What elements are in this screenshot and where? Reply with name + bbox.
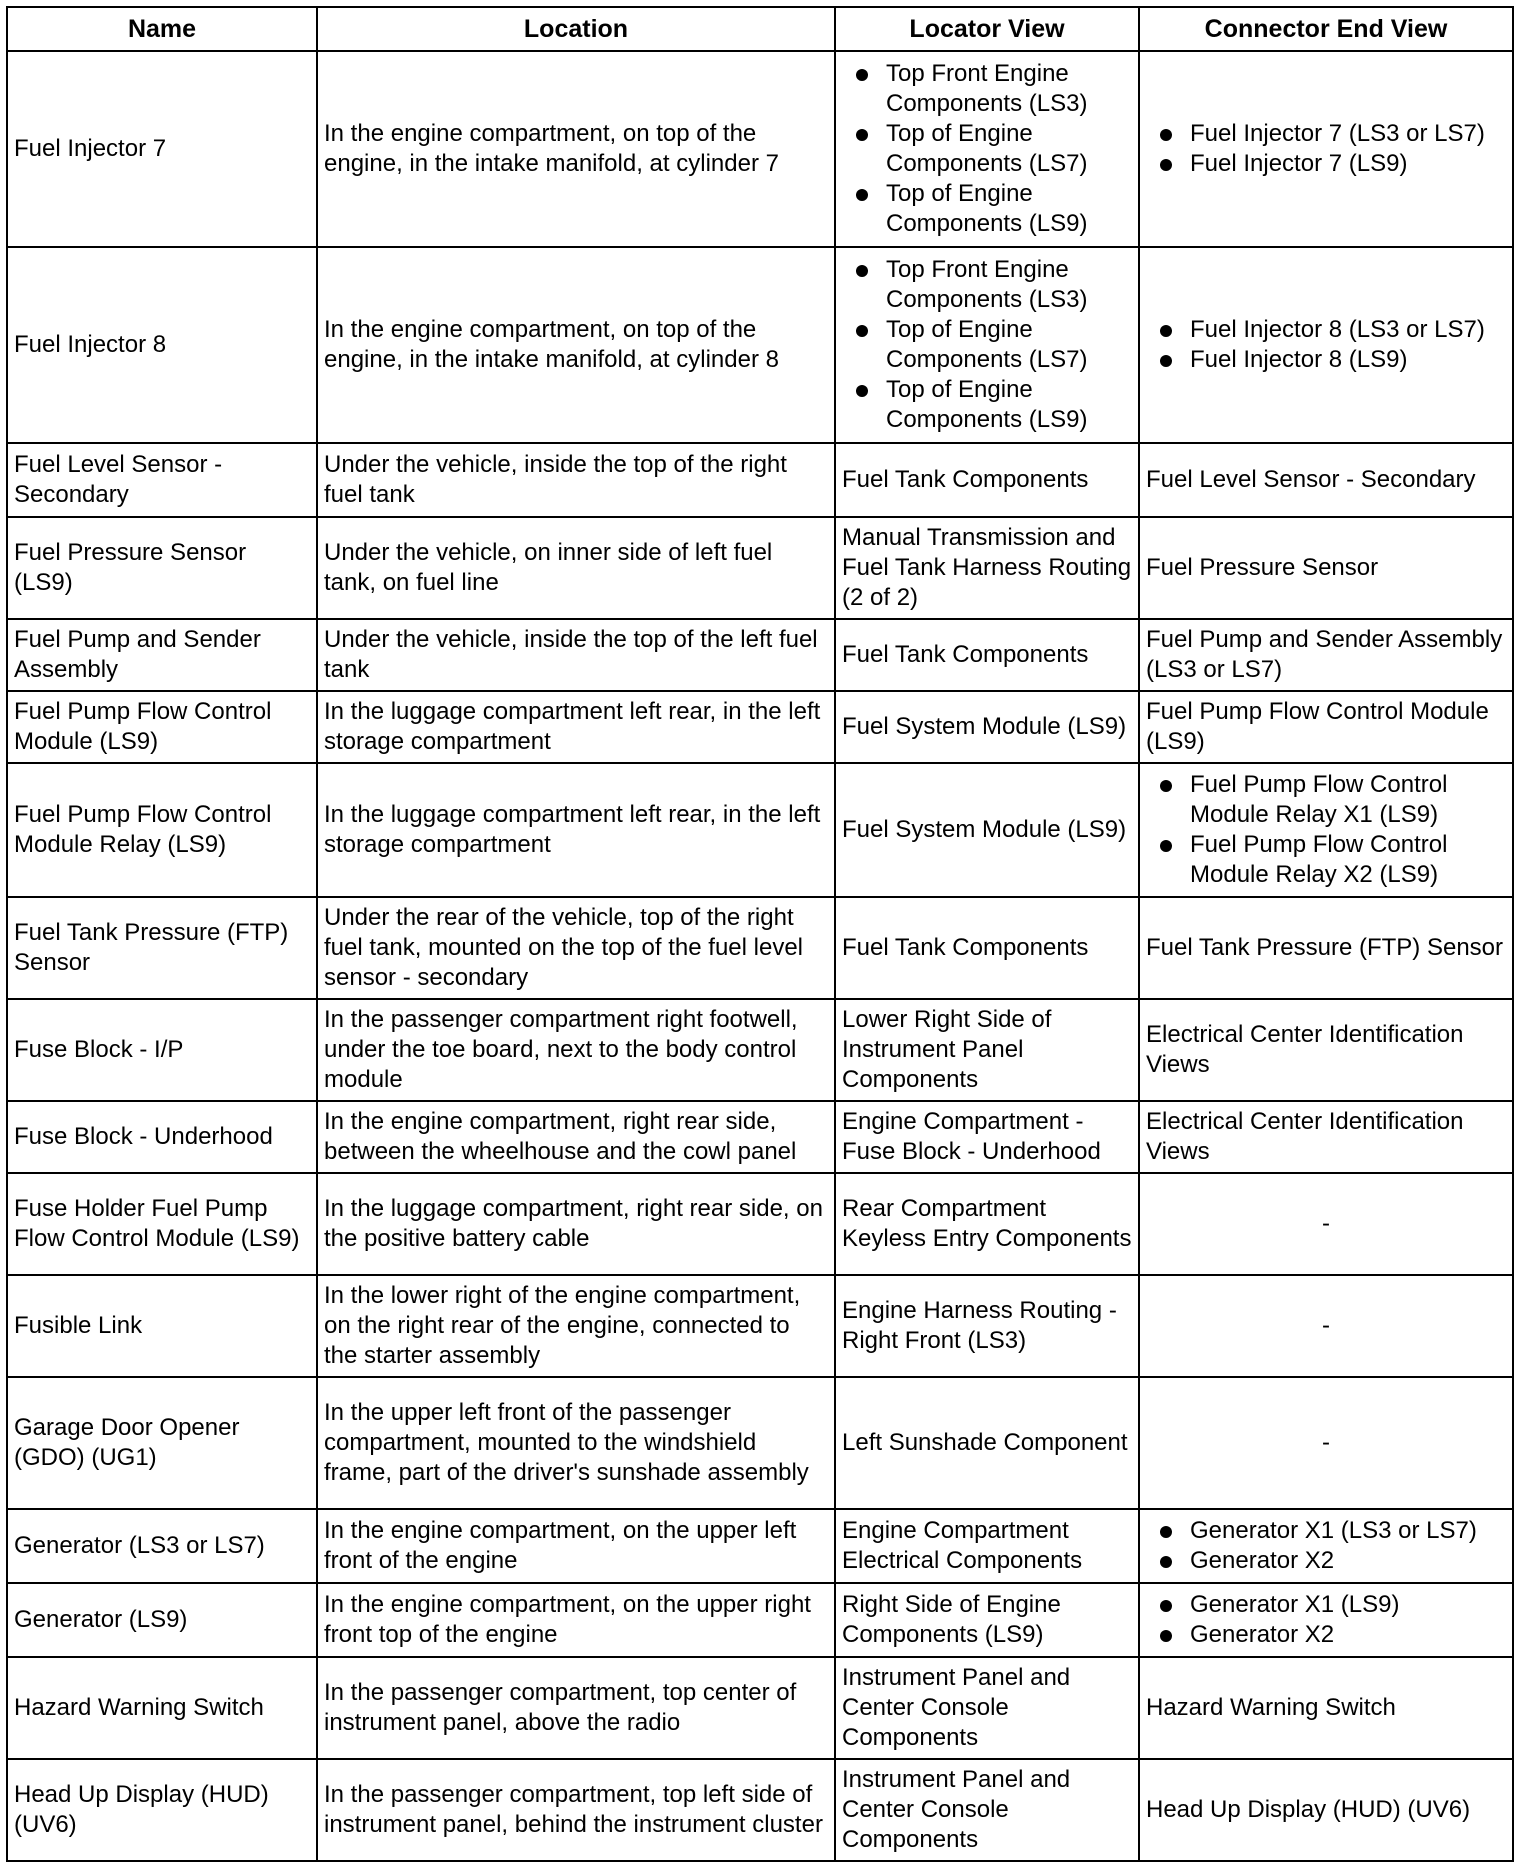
cell-name: Head Up Display (HUD) (UV6) (7, 1759, 317, 1861)
table-row (7, 1275, 1513, 1377)
list-item: Fuel Injector 8 (LS9) (1156, 345, 1506, 375)
table-row (7, 1377, 1513, 1509)
table-row (7, 1759, 1513, 1861)
cell-locator-view: Fuel Tank Components (835, 897, 1139, 999)
list-item: Generator X2 (1156, 1620, 1506, 1650)
list-item: Fuel Injector 7 (LS9) (1156, 149, 1506, 179)
component-locator-table-container (6, 6, 1512, 1862)
cell-connector-end-view: Electrical Center Identification Views (1139, 999, 1513, 1101)
cell-name: Fuse Block - I/P (7, 999, 317, 1101)
cell-locator-view: Fuel Tank Components (835, 619, 1139, 691)
bullet-list (1146, 770, 1506, 890)
cell-name: Fuel Level Sensor - Secondary (7, 443, 317, 517)
cell-location: In the engine compartment, right rear side, between the wheelhouse and the cowl panel (317, 1101, 835, 1173)
cell-name: Fuel Pump Flow Control Module Relay (LS9) (7, 763, 317, 897)
cell-locator-view: Left Sunshade Component (835, 1377, 1139, 1509)
cell-location: In the engine compartment, on the upper right front top of the engine (317, 1583, 835, 1657)
cell-location: In the lower right of the engine compartment, on the right rear of the engine, connected to the starter assembly (317, 1275, 835, 1377)
cell-name: Fuel Pressure Sensor (LS9) (7, 517, 317, 619)
cell-connector-end-view: Head Up Display (HUD) (UV6) (1139, 1759, 1513, 1861)
cell-name: Hazard Warning Switch (7, 1657, 317, 1759)
table-row (7, 517, 1513, 619)
list-item: Top of Engine Components (LS7) (852, 119, 1132, 179)
cell-connector-end-view: Fuel Level Sensor - Secondary (1139, 443, 1513, 517)
cell-name: Generator (LS3 or LS7) (7, 1509, 317, 1583)
cell-connector-end-view: Electrical Center Identification Views (1139, 1101, 1513, 1173)
cell-locator-view (835, 247, 1139, 443)
cell-connector-end-view (1139, 1583, 1513, 1657)
cell-connector-end-view (1139, 1509, 1513, 1583)
cell-connector-end-view: - (1139, 1173, 1513, 1275)
table-row (7, 51, 1513, 247)
list-item: Top of Engine Components (LS9) (852, 375, 1132, 435)
header-location: Location (317, 7, 835, 51)
cell-location: In the passenger compartment right footwell, under the toe board, next to the body control module (317, 999, 835, 1101)
cell-location: In the engine compartment, on the upper left front of the engine (317, 1509, 835, 1583)
list-item: Top Front Engine Components (LS3) (852, 59, 1132, 119)
header-connector-end-view: Connector End View (1139, 7, 1513, 51)
cell-locator-view: Engine Compartment - Fuse Block - Underhood (835, 1101, 1139, 1173)
bullet-list (1146, 119, 1506, 179)
cell-name: Fuse Block - Underhood (7, 1101, 317, 1173)
cell-locator-view: Instrument Panel and Center Console Components (835, 1657, 1139, 1759)
component-locator-table (6, 6, 1514, 1862)
cell-location: In the upper left front of the passenger compartment, mounted to the windshield frame, part of the driver's sunshade assembly (317, 1377, 835, 1509)
cell-locator-view: Right Side of Engine Components (LS9) (835, 1583, 1139, 1657)
list-item: Generator X1 (LS9) (1156, 1590, 1506, 1620)
table-row (7, 1657, 1513, 1759)
cell-locator-view: Fuel System Module (LS9) (835, 691, 1139, 763)
list-item: Fuel Pump Flow Control Module Relay X2 (LS9) (1156, 830, 1506, 890)
cell-name: Generator (LS9) (7, 1583, 317, 1657)
cell-locator-view (835, 51, 1139, 247)
cell-location: In the luggage compartment left rear, in the left storage compartment (317, 691, 835, 763)
table-row (7, 1509, 1513, 1583)
cell-locator-view: Lower Right Side of Instrument Panel Components (835, 999, 1139, 1101)
cell-location: In the passenger compartment, top center of instrument panel, above the radio (317, 1657, 835, 1759)
cell-connector-end-view: - (1139, 1275, 1513, 1377)
cell-location: Under the vehicle, inside the top of the left fuel tank (317, 619, 835, 691)
cell-connector-end-view: Fuel Pump Flow Control Module (LS9) (1139, 691, 1513, 763)
bullet-list (1146, 1590, 1506, 1650)
cell-name: Fuel Pump and Sender Assembly (7, 619, 317, 691)
table-row (7, 247, 1513, 443)
cell-name: Fuel Injector 8 (7, 247, 317, 443)
list-item: Top of Engine Components (LS9) (852, 179, 1132, 239)
bullet-list (1146, 1516, 1506, 1576)
cell-location: Under the vehicle, inside the top of the right fuel tank (317, 443, 835, 517)
cell-locator-view: Manual Transmission and Fuel Tank Harness Routing (2 of 2) (835, 517, 1139, 619)
table-row (7, 619, 1513, 691)
cell-connector-end-view: Hazard Warning Switch (1139, 1657, 1513, 1759)
cell-name: Fuse Holder Fuel Pump Flow Control Module (LS9) (7, 1173, 317, 1275)
cell-location: In the luggage compartment left rear, in the left storage compartment (317, 763, 835, 897)
cell-name: Fuel Injector 7 (7, 51, 317, 247)
table-row (7, 1583, 1513, 1657)
cell-name: Fusible Link (7, 1275, 317, 1377)
list-item: Fuel Injector 8 (LS3 or LS7) (1156, 315, 1506, 345)
table-row (7, 999, 1513, 1101)
cell-connector-end-view (1139, 247, 1513, 443)
list-item: Generator X2 (1156, 1546, 1506, 1576)
list-item: Top Front Engine Components (LS3) (852, 255, 1132, 315)
cell-location: In the engine compartment, on top of the engine, in the intake manifold, at cylinder 7 (317, 51, 835, 247)
cell-name: Fuel Tank Pressure (FTP) Sensor (7, 897, 317, 999)
cell-locator-view: Fuel Tank Components (835, 443, 1139, 517)
cell-locator-view: Engine Harness Routing - Right Front (LS3) (835, 1275, 1139, 1377)
list-item: Top of Engine Components (LS7) (852, 315, 1132, 375)
bullet-list (842, 59, 1132, 239)
table-row (7, 763, 1513, 897)
table-row (7, 897, 1513, 999)
list-item: Generator X1 (LS3 or LS7) (1156, 1516, 1506, 1546)
table-row (7, 691, 1513, 763)
bullet-list (842, 255, 1132, 435)
table-row (7, 1173, 1513, 1275)
cell-locator-view: Engine Compartment Electrical Components (835, 1509, 1139, 1583)
list-item: Fuel Injector 7 (LS3 or LS7) (1156, 119, 1506, 149)
cell-connector-end-view: - (1139, 1377, 1513, 1509)
cell-name: Fuel Pump Flow Control Module (LS9) (7, 691, 317, 763)
cell-location: In the luggage compartment, right rear side, on the positive battery cable (317, 1173, 835, 1275)
cell-location: In the passenger compartment, top left side of instrument panel, behind the instrument cluster (317, 1759, 835, 1861)
cell-locator-view: Fuel System Module (LS9) (835, 763, 1139, 897)
cell-name: Garage Door Opener (GDO) (UG1) (7, 1377, 317, 1509)
cell-connector-end-view: Fuel Pressure Sensor (1139, 517, 1513, 619)
cell-connector-end-view (1139, 763, 1513, 897)
table-body (7, 51, 1513, 1861)
list-item: Fuel Pump Flow Control Module Relay X1 (LS9) (1156, 770, 1506, 830)
cell-locator-view: Instrument Panel and Center Console Components (835, 1759, 1139, 1861)
cell-location: Under the vehicle, on inner side of left fuel tank, on fuel line (317, 517, 835, 619)
header-locator-view: Locator View (835, 7, 1139, 51)
cell-connector-end-view: Fuel Pump and Sender Assembly (LS3 or LS7) (1139, 619, 1513, 691)
cell-location: Under the rear of the vehicle, top of the right fuel tank, mounted on the top of the fuel level sensor - secondary (317, 897, 835, 999)
cell-locator-view: Rear Compartment Keyless Entry Components (835, 1173, 1139, 1275)
cell-location: In the engine compartment, on top of the engine, in the intake manifold, at cylinder 8 (317, 247, 835, 443)
table-row (7, 443, 1513, 517)
cell-connector-end-view (1139, 51, 1513, 247)
table-row (7, 1101, 1513, 1173)
header-row (7, 7, 1513, 51)
header-name: Name (7, 7, 317, 51)
bullet-list (1146, 315, 1506, 375)
cell-connector-end-view: Fuel Tank Pressure (FTP) Sensor (1139, 897, 1513, 999)
